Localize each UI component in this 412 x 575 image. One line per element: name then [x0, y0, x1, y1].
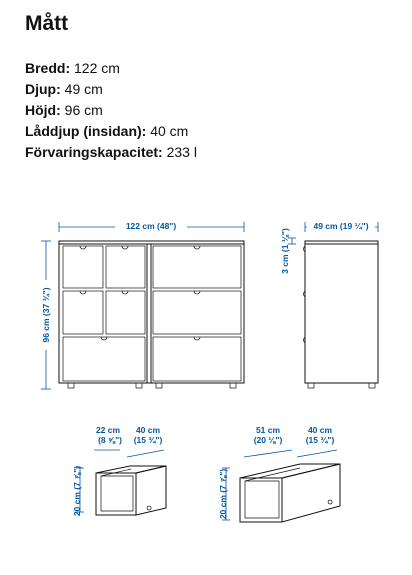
- height-dimension-label: 96 cm (37 ¾"): [41, 287, 51, 343]
- small-drawer-width-in: (8 ⅝"): [98, 435, 122, 445]
- spec-depth: Djup: 49 cm: [25, 81, 103, 97]
- spec-drawer-depth: Låddjup (insidan): 40 cm: [25, 123, 189, 139]
- spec-width: Bredd: 122 cm: [25, 60, 120, 76]
- large-drawer-view: [218, 425, 340, 522]
- large-drawer-width-in: (20 ⅛"): [253, 435, 283, 445]
- small-drawer-depth-cm: 40 cm: [135, 425, 161, 435]
- small-drawer-view: [72, 425, 166, 516]
- cabinet-side-view: [280, 220, 378, 388]
- depth-dimension-label: 49 cm (19 ¼"): [313, 221, 369, 231]
- small-drawer-depth-in: (15 ¾"): [133, 435, 163, 445]
- small-drawer-width-cm: 22 cm: [95, 425, 121, 435]
- spec-capacity: Förvaringskapacitet: 233 l: [25, 144, 197, 160]
- large-drawer-depth-in: (15 ¾"): [305, 435, 335, 445]
- top-gap-dimension-label: 3 cm (1 ⅛"): [280, 228, 290, 274]
- spec-height: Höjd: 96 cm: [25, 102, 103, 118]
- cabinet-front-view: [40, 220, 244, 389]
- large-drawer-width-cm: 51 cm: [255, 425, 281, 435]
- small-drawer-height-label: 20 cm (7 ⅞"): [72, 465, 82, 517]
- page-title: Mått: [25, 12, 69, 35]
- large-drawer-height-label: 20 cm (7 ⅞"): [218, 468, 228, 520]
- width-dimension-label: 122 cm (48"): [125, 221, 177, 231]
- large-drawer-depth-cm: 40 cm: [307, 425, 333, 435]
